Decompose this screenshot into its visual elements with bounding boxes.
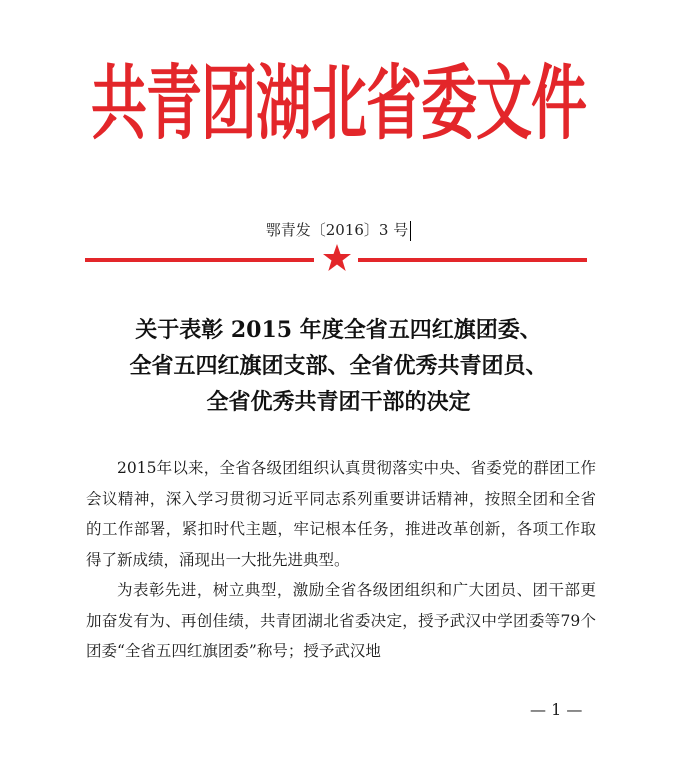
document-masthead: 共青团湖北省委文件 — [91, 57, 586, 152]
title-line-3: 全省优秀共青团干部的决定 — [206, 389, 471, 415]
title-line-1: 关于表彰 2015 年度全省五四红旗团委、 — [135, 317, 542, 343]
title-line-2: 全省五四红旗团支部、全省优秀共青团员、 — [129, 353, 548, 379]
body-text — [86, 453, 596, 667]
body-paragraph-1: 2015年以来，全省各级团组织认真贯彻落实中央、省委党的群团工作会议精神，深入学习贯彻习近平同志系列重要讲话精神，按照全团和全省的工作部署，紧扣时代主题，牢记根本任务，推进改革创新，各项工作取得了新成绩，涌现出一大批先进典型。 — [86, 459, 596, 569]
document-number — [0, 219, 677, 241]
page-number: — 1 — — [530, 700, 583, 719]
document-number-text: 鄂青发〔2016〕3 号 — [265, 221, 409, 239]
red-star-icon — [322, 243, 352, 273]
red-divider-right — [358, 258, 587, 262]
red-divider-left — [85, 258, 314, 262]
body-paragraph-2: 为表彰先进，树立典型，激励全省各级团组织和广大团员、团干部更加奋发有为、再创佳绩，共青团湖北省委决定，授予武汉中学团委等79个团委“全省五四红旗团委”称号；授予武汉地 — [86, 581, 596, 660]
text-cursor — [410, 221, 411, 241]
